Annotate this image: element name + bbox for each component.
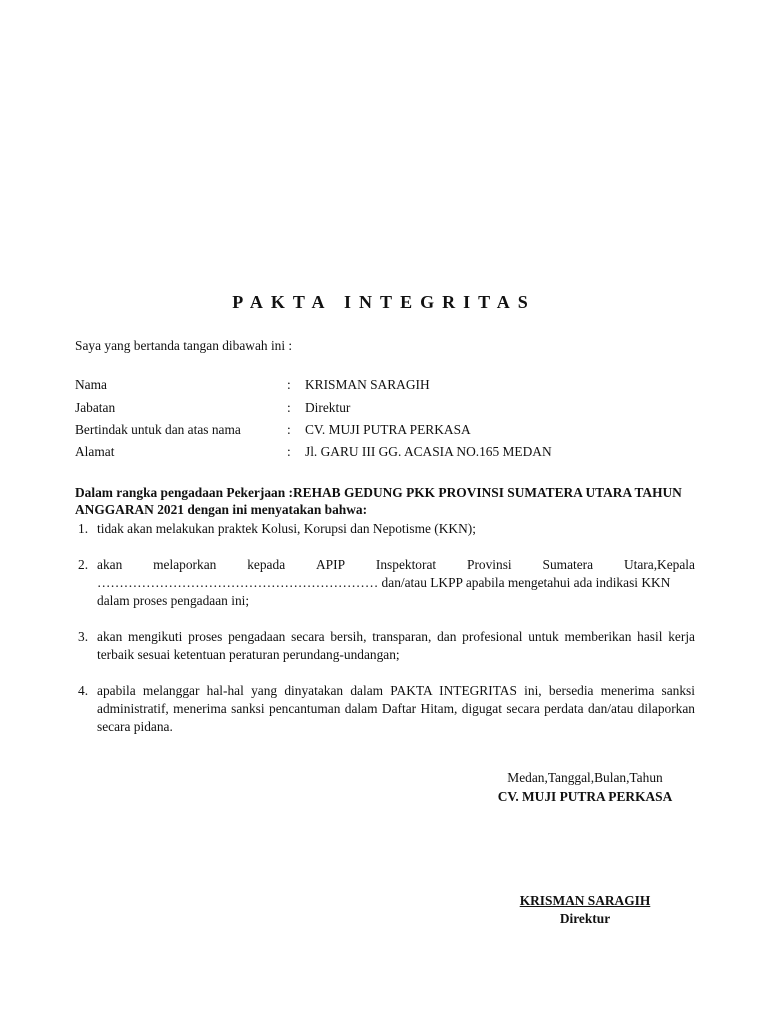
signature-place-date: Medan,Tanggal,Bulan,Tahun (507, 770, 663, 785)
field-nama (75, 377, 695, 395)
field-value: CV. MUJI PUTRA PERKASA (305, 422, 471, 437)
list-item-number: 4. (78, 683, 89, 698)
list-item-number: 1. (78, 521, 89, 536)
word: Utara,Kepala (623, 557, 695, 572)
field-value: Jl. GARU III GG. ACASIA NO.165 MEDAN (305, 444, 552, 459)
word: Sumatera (542, 557, 594, 572)
signatory-role: Direktur (559, 911, 611, 926)
field-alamat (75, 444, 695, 462)
word: APIP (316, 557, 346, 572)
list-item-text: akan mengikuti proses pengadaan secara bersih, transparan, dan profesional untuk memberikan hasil kerja terbaik sesuai ketentuan peraturan perundang-undangan; (97, 629, 695, 662)
field-label: Jabatan (75, 400, 116, 415)
text-line: dalam proses pengadaan ini; (97, 593, 250, 608)
list-item-text: apabila melanggar hal-hal yang dinyatakan dalam PAKTA INTEGRITAS ini, bersedia menerima sanksi administratif, menerima sanksi pencantuman dalam Daftar Hitam, digugat secara perdata dan/atau dilaporkan secara pidana. (97, 683, 695, 734)
field-colon: : (287, 422, 291, 437)
word: melaporkan (153, 557, 217, 572)
list-item-number: 2. (78, 557, 89, 572)
word: akan (97, 557, 123, 572)
field-colon: : (287, 400, 291, 415)
signatory-name: KRISMAN SARAGIH (519, 893, 651, 908)
signature-company: CV. MUJI PUTRA PERKASA (497, 789, 673, 804)
statement-paragraph (75, 484, 695, 518)
field-jabatan (75, 400, 695, 418)
list-item-number: 3. (78, 629, 89, 644)
list-item-text: tidak akan melakukan praktek Kolusi, Korupsi dan Nepotisme (KKN); (97, 521, 476, 536)
document-title: PAKTA INTEGRITAS (232, 292, 536, 312)
field-label: Bertindak untuk dan atas nama (75, 422, 241, 437)
list-item-text (97, 556, 695, 610)
word: kepada (247, 557, 286, 572)
field-value: Direktur (305, 400, 351, 415)
field-colon: : (287, 444, 291, 459)
statement-line: ANGGARAN 2021 dengan ini menyatakan bahwa: (75, 502, 368, 517)
field-label: Nama (75, 377, 107, 392)
field-label: Alamat (75, 444, 115, 459)
word: Inspektorat (375, 557, 437, 572)
field-colon: : (287, 377, 291, 392)
justified-line (97, 556, 695, 574)
word: Provinsi (467, 557, 512, 572)
field-bertindak (75, 422, 695, 440)
field-value: KRISMAN SARAGIH (305, 377, 430, 392)
statement-line: Dalam rangka pengadaan Pekerjaan :REHAB GEDUNG PKK PROVINSI SUMATERA UTARA TAHUN (75, 485, 682, 500)
text-line: ……………………………………………………… dan/atau LKPP apabila mengetahui ada indikasi KKN (97, 575, 671, 590)
intro-text: Saya yang bertanda tangan dibawah ini : (75, 338, 293, 353)
